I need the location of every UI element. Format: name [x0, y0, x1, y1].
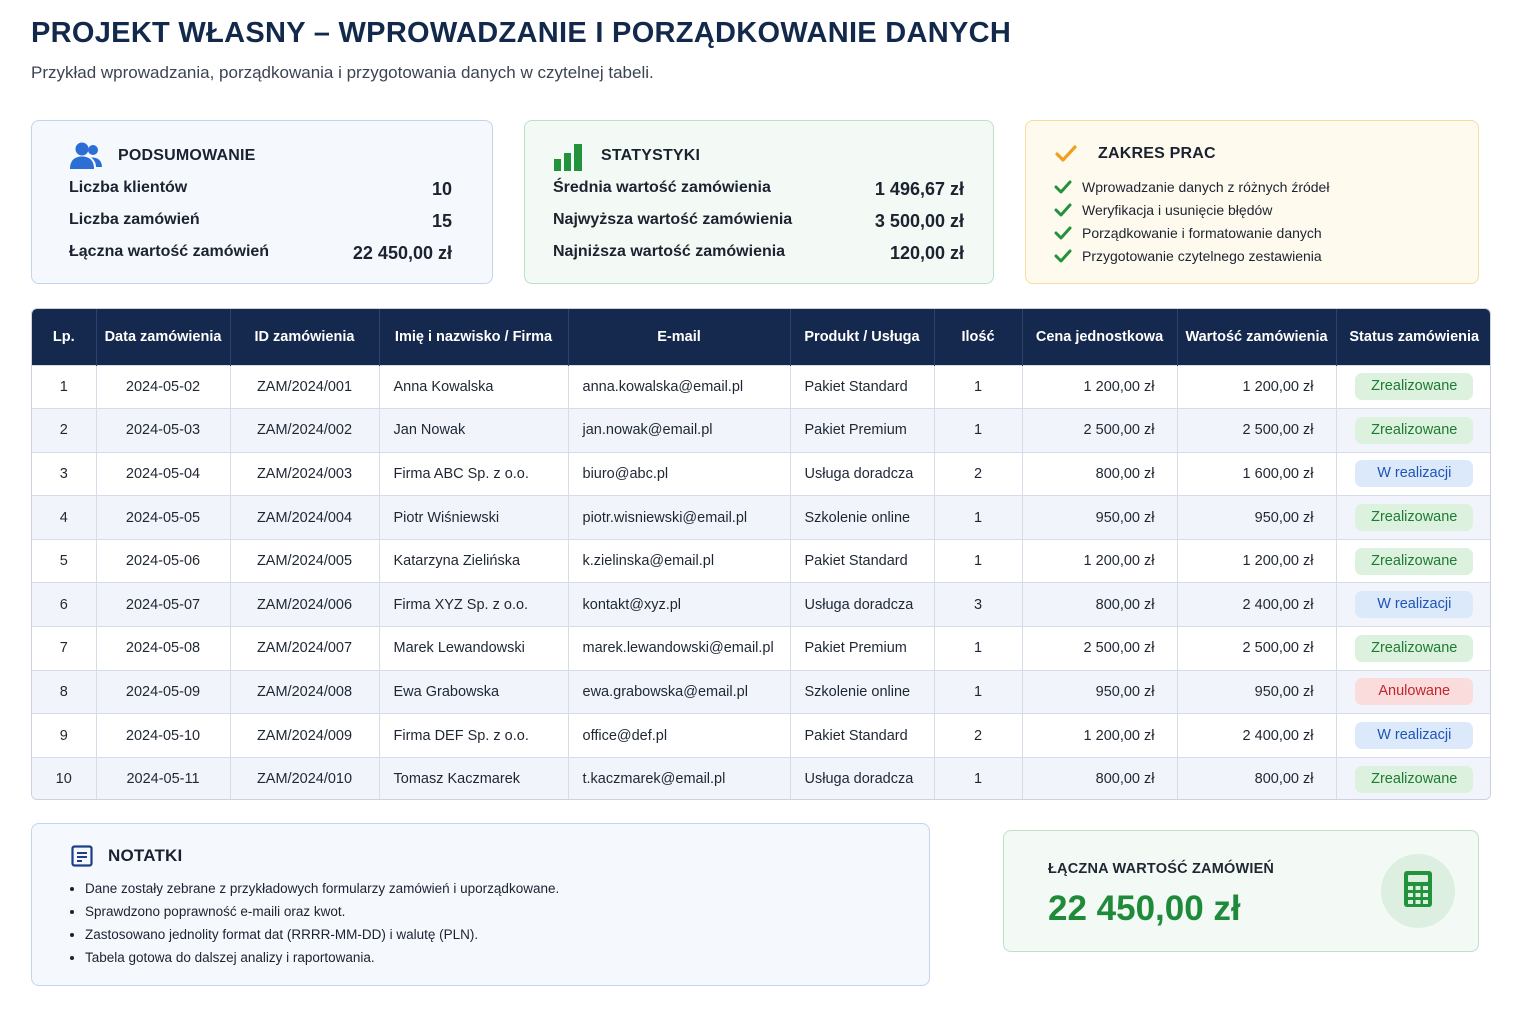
summary-header	[68, 140, 256, 172]
cell-id: ZAM/2024/008	[230, 670, 379, 714]
table-row[interactable]	[32, 452, 1491, 496]
column-header[interactable]: ID zamówienia	[230, 309, 379, 365]
notes-title: NOTATKI	[108, 846, 183, 865]
cell-total: 1 200,00 zł	[1177, 365, 1336, 409]
scope-list	[1054, 175, 1329, 267]
cell-lp: 10	[32, 757, 96, 800]
cell-total: 2 400,00 zł	[1177, 583, 1336, 627]
cell-qty: 1	[934, 409, 1022, 453]
cell-lp: 6	[32, 583, 96, 627]
orders-table	[31, 308, 1491, 800]
scope-item	[1054, 198, 1329, 221]
cell-name: Katarzyna Zielińska	[379, 539, 568, 583]
scope-item-label: Wprowadzanie danych z różnych źródeł	[1082, 178, 1330, 195]
cell-date: 2024-05-07	[96, 583, 230, 627]
cell-name: Anna Kowalska	[379, 365, 568, 409]
cell-product: Pakiet Standard	[790, 714, 934, 758]
cell-total: 2 500,00 zł	[1177, 409, 1336, 453]
cell-product: Pakiet Premium	[790, 627, 934, 671]
stats-row-value: 3 500,00 zł	[874, 211, 964, 231]
cell-qty: 1	[934, 627, 1022, 671]
cell-price: 800,00 zł	[1022, 452, 1177, 496]
cell-qty: 1	[934, 496, 1022, 540]
table-row[interactable]	[32, 365, 1491, 409]
cell-status	[1336, 757, 1491, 800]
cell-date: 2024-05-02	[96, 365, 230, 409]
status-badge: Zrealizowane	[1355, 548, 1473, 575]
cell-email: kontakt@xyz.pl	[568, 583, 790, 627]
table-body	[32, 365, 1491, 800]
cell-product: Szkolenie online	[790, 670, 934, 714]
cell-id: ZAM/2024/007	[230, 627, 379, 671]
column-header[interactable]: Lp.	[32, 309, 96, 365]
summary-row-value: 15	[431, 211, 452, 231]
cell-lp: 2	[32, 409, 96, 453]
column-header[interactable]: Ilość	[934, 309, 1022, 365]
summary-row-value: 10	[431, 179, 452, 199]
cell-name: Firma ABC Sp. z o.o.	[379, 452, 568, 496]
cell-price: 800,00 zł	[1022, 583, 1177, 627]
page-title: PROJEKT WŁASNY – WPROWADZANIE I PORZĄDKOWANIE DANYCH	[31, 17, 1012, 49]
cell-id: ZAM/2024/004	[230, 496, 379, 540]
cell-name: Piotr Wiśniewski	[379, 496, 568, 540]
check-icon	[1048, 138, 1084, 170]
cell-lp: 3	[32, 452, 96, 496]
status-badge: Zrealizowane	[1355, 417, 1473, 444]
table-header-row	[32, 309, 1491, 365]
table-row[interactable]	[32, 757, 1491, 800]
notes-list	[85, 877, 559, 969]
table-row[interactable]	[32, 539, 1491, 583]
cell-email: marek.lewandowski@email.pl	[568, 627, 790, 671]
cell-email: ewa.grabowska@email.pl	[568, 670, 790, 714]
cell-price: 950,00 zł	[1022, 670, 1177, 714]
status-badge: Zrealizowane	[1355, 373, 1473, 400]
table-row[interactable]	[32, 409, 1491, 453]
status-badge: W realizacji	[1355, 460, 1473, 487]
total-card	[1003, 830, 1479, 952]
note-item: • Tabela gotowa do dalszej analizy i raportowania.	[85, 946, 559, 969]
summary-row	[69, 211, 452, 232]
cell-price: 1 200,00 zł	[1022, 365, 1177, 409]
stats-row	[553, 211, 964, 232]
check-icon	[1054, 203, 1072, 217]
table-row[interactable]	[32, 670, 1491, 714]
status-badge: Zrealizowane	[1355, 504, 1473, 531]
column-header[interactable]: Wartość zamówienia	[1177, 309, 1336, 365]
cell-total: 2 500,00 zł	[1177, 627, 1336, 671]
stats-card	[524, 120, 994, 284]
cell-name: Tomasz Kaczmarek	[379, 757, 568, 800]
summary-title: PODSUMOWANIE	[118, 147, 256, 164]
cell-date: 2024-05-09	[96, 670, 230, 714]
notes-card	[31, 823, 930, 986]
cell-qty: 2	[934, 452, 1022, 496]
cell-email: biuro@abc.pl	[568, 452, 790, 496]
page-subtitle: Przykład wprowadzania, porządkowania i przygotowania danych w czytelnej tabeli.	[31, 63, 654, 82]
check-icon	[1054, 180, 1072, 194]
column-header[interactable]: Status zamówienia	[1349, 328, 1480, 345]
cell-status	[1336, 409, 1491, 453]
cell-id: ZAM/2024/001	[230, 365, 379, 409]
cell-price: 1 200,00 zł	[1022, 539, 1177, 583]
cell-total: 950,00 zł	[1177, 670, 1336, 714]
cell-email: jan.nowak@email.pl	[568, 409, 790, 453]
column-header[interactable]: Produkt / Usługa	[790, 309, 934, 365]
cell-name: Marek Lewandowski	[379, 627, 568, 671]
cell-product: Pakiet Standard	[790, 539, 934, 583]
table-row[interactable]	[32, 627, 1491, 671]
stats-row-label: Najniższa wartość zamówienia	[553, 243, 786, 260]
cell-id: ZAM/2024/006	[230, 583, 379, 627]
summary-row	[69, 243, 452, 264]
summary-row	[69, 179, 452, 200]
calculator-icon-badge	[1381, 854, 1455, 928]
cell-date: 2024-05-08	[96, 627, 230, 671]
cell-total: 1 200,00 zł	[1177, 539, 1336, 583]
status-badge: Zrealizowane	[1355, 766, 1473, 793]
table-row[interactable]	[32, 496, 1491, 540]
column-header[interactable]: Imię i nazwisko / Firma	[379, 309, 568, 365]
note-icon	[64, 840, 100, 872]
cell-date: 2024-05-11	[96, 757, 230, 800]
scope-card	[1025, 120, 1479, 284]
cell-email: t.kaczmarek@email.pl	[568, 757, 790, 800]
cell-date: 2024-05-03	[96, 409, 230, 453]
cell-name: Jan Nowak	[379, 409, 568, 453]
cell-total: 800,00 zł	[1177, 757, 1336, 800]
scope-item-label: Weryfikacja i usunięcie błędów	[1082, 201, 1273, 218]
cell-qty: 2	[934, 714, 1022, 758]
cell-product: Usługa doradcza	[790, 757, 934, 800]
scope-item	[1054, 244, 1329, 267]
cell-price: 1 200,00 zł	[1022, 714, 1177, 758]
users-icon	[68, 140, 104, 172]
cell-status	[1336, 452, 1491, 496]
column-header[interactable]: Cena jednostkowa	[1022, 309, 1177, 365]
summary-row-label: Liczba klientów	[69, 179, 188, 196]
cell-lp: 9	[32, 714, 96, 758]
check-icon	[1054, 226, 1072, 240]
cell-date: 2024-05-05	[96, 496, 230, 540]
cell-qty: 1	[934, 365, 1022, 409]
status-badge: W realizacji	[1355, 722, 1473, 749]
cell-price: 800,00 zł	[1022, 757, 1177, 800]
total-value: 22 450,00 zł	[1048, 889, 1241, 928]
summary-card	[31, 120, 493, 284]
cell-id: ZAM/2024/003	[230, 452, 379, 496]
cell-total: 1 600,00 zł	[1177, 452, 1336, 496]
cell-email: k.zielinska@email.pl	[568, 539, 790, 583]
cell-qty: 1	[934, 670, 1022, 714]
cell-price: 2 500,00 zł	[1022, 627, 1177, 671]
check-icon	[1054, 249, 1072, 263]
table-row[interactable]	[32, 714, 1491, 758]
cell-name: Firma XYZ Sp. z o.o.	[379, 583, 568, 627]
cell-product: Pakiet Premium	[790, 409, 934, 453]
cell-product: Szkolenie online	[790, 496, 934, 540]
cell-status	[1336, 670, 1491, 714]
cell-status	[1336, 714, 1491, 758]
cell-id: ZAM/2024/002	[230, 409, 379, 453]
summary-row-label: Liczba zamówień	[69, 211, 200, 228]
note-item: • Zastosowano jednolity format dat (RRRR-MM-DD) i walutę (PLN).	[85, 923, 559, 946]
cell-id: ZAM/2024/005	[230, 539, 379, 583]
scope-item-label: Przygotowanie czytelnego zestawienia	[1082, 247, 1322, 264]
stats-title: STATYSTYKI	[601, 147, 701, 164]
status-badge: W realizacji	[1355, 591, 1473, 618]
cell-email: office@def.pl	[568, 714, 790, 758]
cell-date: 2024-05-10	[96, 714, 230, 758]
summary-row-label: Łączna wartość zamówień	[69, 243, 270, 260]
cell-price: 950,00 zł	[1022, 496, 1177, 540]
stats-row	[553, 243, 964, 264]
cell-total: 2 400,00 zł	[1177, 714, 1336, 758]
cell-date: 2024-05-06	[96, 539, 230, 583]
cell-status	[1336, 539, 1491, 583]
cell-lp: 1	[32, 365, 96, 409]
cell-product: Pakiet Standard	[790, 365, 934, 409]
cell-email: anna.kowalska@email.pl	[568, 365, 790, 409]
status-badge: Anulowane	[1355, 678, 1473, 705]
summary-row-value: 22 450,00 zł	[352, 243, 452, 263]
stats-row-value: 120,00 zł	[889, 243, 964, 263]
calculator-icon	[1403, 870, 1433, 913]
stats-row-label: Średnia wartość zamówienia	[553, 179, 771, 196]
cell-product: Usługa doradcza	[790, 583, 934, 627]
cell-qty: 3	[934, 583, 1022, 627]
cell-email: piotr.wisniewski@email.pl	[568, 496, 790, 540]
cell-lp: 7	[32, 627, 96, 671]
bar-chart-icon	[551, 140, 587, 172]
cell-status	[1336, 627, 1491, 671]
cell-total: 950,00 zł	[1177, 496, 1336, 540]
cell-lp: 8	[32, 670, 96, 714]
stats-row	[553, 179, 964, 200]
cell-date: 2024-05-04	[96, 452, 230, 496]
cell-name: Firma DEF Sp. z o.o.	[379, 714, 568, 758]
cell-lp: 4	[32, 496, 96, 540]
cell-lp: 5	[32, 539, 96, 583]
notes-header	[64, 840, 182, 872]
cell-status	[1336, 365, 1491, 409]
scope-item-label: Porządkowanie i formatowanie danych	[1082, 224, 1322, 241]
table-row[interactable]	[32, 583, 1491, 627]
stats-row-label: Najwyższa wartość zamówienia	[553, 211, 793, 228]
scope-title: ZAKRES PRAC	[1098, 145, 1216, 162]
column-header[interactable]: E-mail	[568, 309, 790, 365]
cell-price: 2 500,00 zł	[1022, 409, 1177, 453]
total-label: ŁĄCZNA WARTOŚĆ ZAMÓWIEŃ	[1048, 861, 1275, 877]
cell-qty: 1	[934, 539, 1022, 583]
column-header[interactable]: Data zamówienia	[96, 309, 230, 365]
status-badge: Zrealizowane	[1355, 635, 1473, 662]
scope-item	[1054, 175, 1329, 198]
cell-id: ZAM/2024/010	[230, 757, 379, 800]
note-item: • Sprawdzono poprawność e-maili oraz kwot.	[85, 900, 559, 923]
note-item: • Dane zostały zebrane z przykładowych formularzy zamówień i uporządkowane.	[85, 877, 559, 900]
scope-header	[1048, 138, 1216, 170]
scope-item	[1054, 221, 1329, 244]
cell-status	[1336, 496, 1491, 540]
cell-qty: 1	[934, 757, 1022, 800]
stats-header	[551, 140, 700, 172]
cell-name: Ewa Grabowska	[379, 670, 568, 714]
cell-product: Usługa doradcza	[790, 452, 934, 496]
cell-id: ZAM/2024/009	[230, 714, 379, 758]
stats-row-value: 1 496,67 zł	[874, 179, 964, 199]
cell-status	[1336, 583, 1491, 627]
